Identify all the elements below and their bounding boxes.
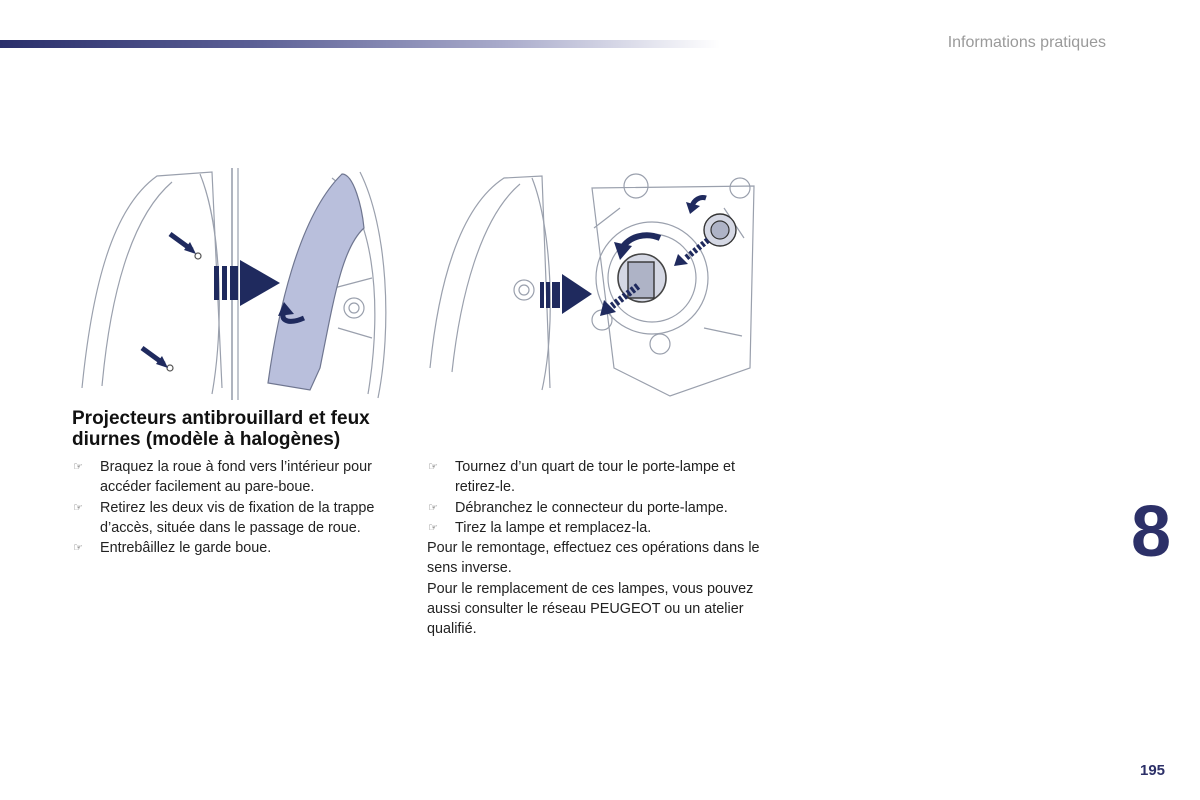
instruction-text: Tirez la lampe et remplacez-la.: [455, 519, 652, 536]
instruction-item: [72, 538, 412, 558]
chapter-number: 8: [1130, 492, 1172, 572]
instruction-item: [427, 457, 772, 498]
header-gradient-bar: [0, 40, 720, 48]
illustration-2-svg: [424, 168, 760, 400]
instruction-item: [72, 498, 412, 539]
dealer-note: Pour le remplacement de ces lampes, vous pouvez aussi consulter le réseau PEUGEOT ou un atelier qualifié.: [427, 580, 754, 638]
instruction-text: Braquez la roue à fond vers l’intérieur pour accéder facilement au pare-boue.: [100, 459, 372, 496]
pointing-hand-icon: ☞: [73, 501, 83, 514]
right-instruction-column: [427, 457, 772, 640]
instruction-item: [72, 457, 412, 498]
pointing-hand-icon: ☞: [73, 542, 83, 555]
section-title: Informations pratiques: [947, 34, 1106, 51]
reassembly-note: Pour le remontage, effectuez ces opérations dans le sens inverse.: [427, 540, 760, 577]
illustration-1-svg: [72, 168, 404, 400]
pointing-hand-icon: ☞: [428, 501, 438, 514]
instruction-text: Retirez les deux vis de fixation de la trappe d’accès, située dans le passage de roue.: [100, 499, 375, 536]
pointing-hand-icon: ☞: [428, 461, 438, 473]
pointing-hand-icon: ☞: [73, 461, 83, 473]
left-instruction-column: [72, 457, 412, 558]
section-heading: Projecteurs antibrouillard et feux diurnes (modèle à halogènes): [72, 408, 370, 450]
instruction-text: Entrebâillez le garde boue.: [100, 540, 272, 557]
instruction-item: [427, 498, 772, 518]
fog-light-cover-removal-illustration: [72, 168, 404, 400]
lamp-holder-removal-illustration: [424, 168, 760, 400]
instruction-text: Tournez d’un quart de tour le porte-lampe et retirez-le.: [455, 459, 735, 496]
instruction-text: Débranchez le connecteur du porte-lampe.: [455, 499, 728, 516]
instruction-item: [427, 518, 772, 538]
page-number: 195: [1140, 762, 1166, 779]
pointing-hand-icon: ☞: [428, 521, 438, 534]
